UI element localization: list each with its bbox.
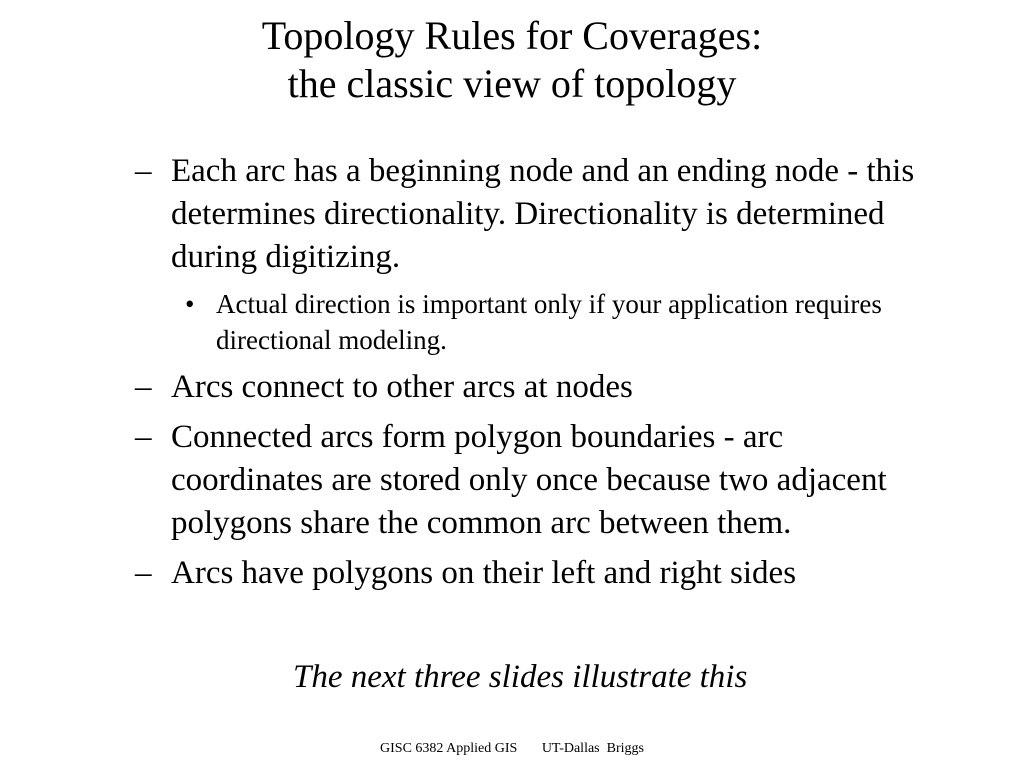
- slide-body: [135, 150, 935, 602]
- slide-title: [0, 12, 1024, 108]
- bullet-marker: •: [185, 289, 195, 319]
- emphasis-note: The next three slides illustrate this: [293, 659, 748, 695]
- dash-marker: –: [135, 419, 152, 455]
- list-item: [135, 416, 935, 545]
- dash-marker: –: [135, 369, 152, 405]
- dash-marker: –: [135, 555, 152, 591]
- list-item-text: Arcs have polygons on their left and right sides: [171, 555, 797, 591]
- list-item: [135, 150, 935, 279]
- sub-list-item-text: Actual direction is important only if your application requires directional modeling.: [216, 289, 882, 355]
- dash-marker: –: [135, 153, 152, 189]
- list-item-text: Connected arcs form polygon boundaries - arc coordinates are stored only once because two adjacent polygons share the common arc between them.: [171, 419, 887, 541]
- list-item: [135, 366, 935, 409]
- list-item: [135, 552, 935, 595]
- slide-title-line-1: Topology Rules for Coverages:: [261, 13, 763, 58]
- slide-footer: GISC 6382 Applied GIS UT-Dallas Briggs: [380, 741, 644, 756]
- slide-title-line-2: the classic view of topology: [287, 61, 737, 106]
- sub-list-item: [135, 286, 935, 358]
- list-item-text: Each arc has a beginning node and an ending node - this determines directionality. Directionality is determined during digitizing.: [171, 153, 915, 275]
- list-item-text: Arcs connect to other arcs at nodes: [171, 369, 633, 405]
